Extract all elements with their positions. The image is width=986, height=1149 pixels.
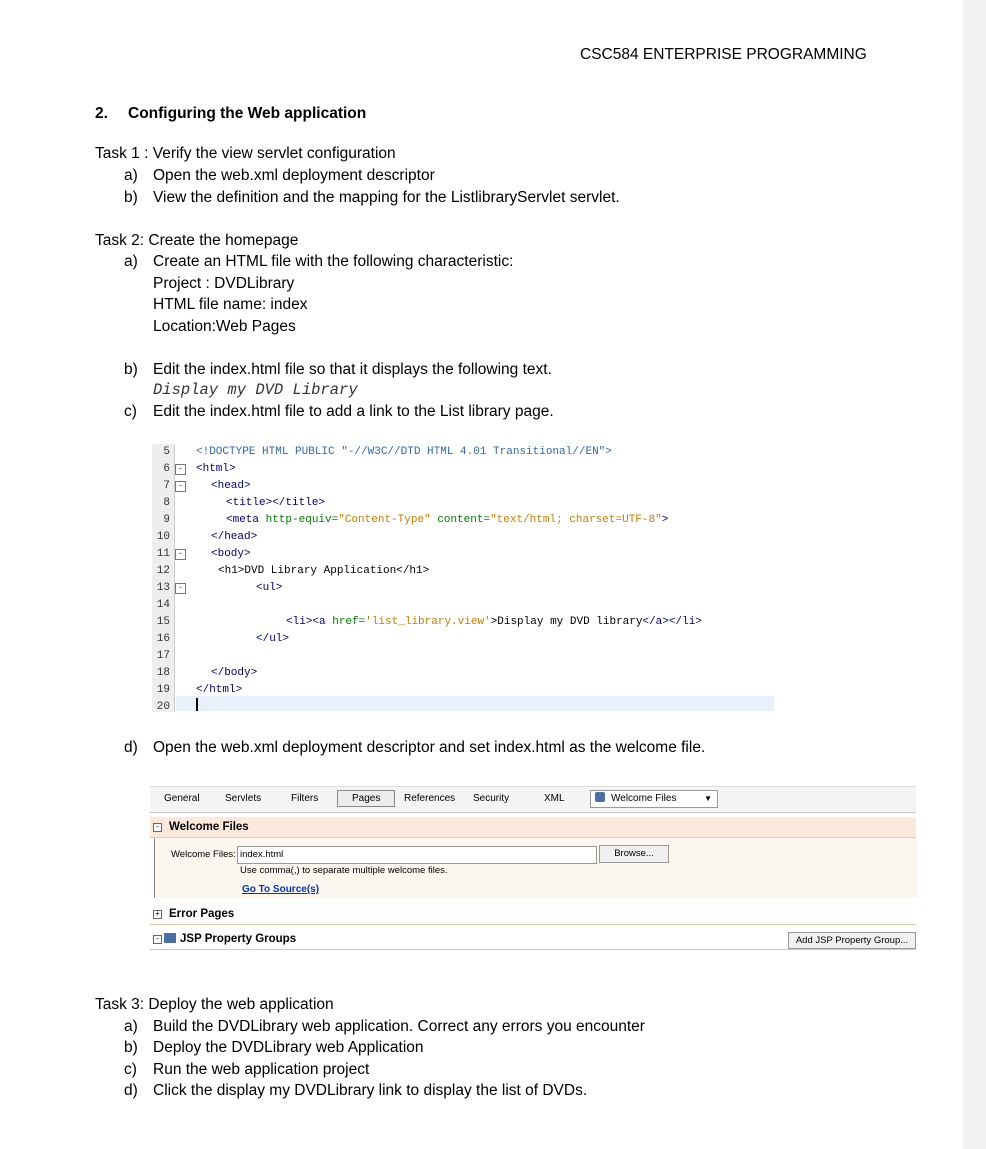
welcome-files-label: Welcome Files: (171, 849, 236, 860)
code-line (152, 614, 774, 631)
code-line (152, 665, 774, 682)
marker: c) (124, 403, 137, 420)
marker: b) (124, 189, 138, 206)
project-line: Project : DVDLibrary (153, 275, 295, 292)
line-number: 11 (156, 548, 170, 560)
task3-d-text: Click the display my DVDLibrary link to display the list of DVDs. (153, 1082, 588, 1099)
task3-c-text: Run the web application project (153, 1061, 370, 1078)
code-text: <title></title> (226, 497, 326, 509)
tab-xml[interactable]: XML (544, 793, 565, 804)
fold-toggle[interactable]: - (175, 481, 186, 492)
jsp-group-icon (164, 933, 176, 943)
welcome-files-body (154, 838, 917, 898)
welcome-files-input[interactable]: index.html (237, 846, 597, 864)
code-text: <h1>DVD Library Application</h1> (218, 565, 430, 577)
task2-item-c (124, 403, 554, 421)
code-line (152, 512, 774, 529)
tab-general[interactable]: General (164, 793, 200, 804)
browse-button[interactable]: Browse... (599, 845, 669, 863)
code-text: </ul> (256, 633, 290, 645)
code-line (152, 580, 774, 597)
task3-item-c (124, 1061, 369, 1079)
line-number: 19 (156, 684, 170, 696)
code-text: </html> (196, 684, 243, 696)
marker: a) (124, 167, 138, 184)
code-text: <ul> (256, 582, 283, 594)
section-title: Configuring the Web application (128, 105, 367, 122)
welcome-files-hint: Use comma(,) to separate multiple welcome files. (240, 865, 448, 876)
line-number: 7 (163, 480, 170, 492)
line-number: 16 (156, 633, 170, 645)
code-line (152, 648, 774, 665)
code-line (152, 529, 774, 546)
section-heading (95, 105, 366, 123)
task2-a-text: Create an HTML file with the following characteristic: (153, 253, 514, 270)
tab-pages[interactable]: Pages (337, 790, 395, 807)
tab-references[interactable]: References (404, 793, 456, 804)
course-header: CSC584 ENTERPRISE PROGRAMMING (580, 46, 867, 63)
task2-item-a (124, 253, 513, 271)
fold-toggle[interactable]: - (175, 549, 186, 560)
collapse-icon[interactable]: - (153, 935, 162, 944)
code-line (152, 478, 774, 495)
expand-icon[interactable]: + (153, 910, 162, 919)
scrollbar[interactable] (963, 0, 986, 1149)
code-text: </body> (211, 667, 258, 679)
code-line (152, 597, 774, 614)
code-line (152, 682, 774, 699)
task1-title: Task 1 : Verify the view servlet configuration (95, 145, 396, 162)
code-line (152, 461, 774, 478)
code-line (152, 495, 774, 512)
filename-line: HTML file name: index (153, 296, 308, 313)
code-line (152, 699, 774, 716)
tab-security[interactable]: Security (473, 793, 510, 804)
welcome-files-header[interactable] (150, 817, 916, 838)
marker: a) (124, 253, 138, 270)
line-number: 12 (156, 565, 170, 577)
code-text: <html> (196, 463, 236, 475)
line-number: 18 (156, 667, 170, 679)
editor-tabs (150, 786, 916, 813)
task3-item-d (124, 1082, 587, 1100)
jsp-groups-title: JSP Property Groups (180, 933, 297, 945)
task3-item-a (124, 1018, 645, 1036)
fold-toggle[interactable]: - (175, 583, 186, 594)
line-number: 9 (163, 514, 170, 526)
collapse-icon[interactable]: - (153, 823, 162, 832)
error-pages-header[interactable] (150, 904, 916, 925)
welcome-files-title: Welcome Files (169, 821, 249, 833)
line-number: 6 (163, 463, 170, 475)
task2-b-text: Edit the index.html file so that it displays the following text. (153, 361, 552, 378)
text-caret (196, 698, 198, 711)
marker: a) (124, 1018, 138, 1035)
section-icon (595, 792, 605, 802)
task2-item-d (124, 739, 705, 757)
task1-a-text: Open the web.xml deployment descriptor (153, 167, 435, 184)
task3-b-text: Deploy the DVDLibrary web Application (153, 1039, 424, 1056)
line-number: 13 (156, 582, 170, 594)
task2-item-b (124, 361, 552, 379)
line-number: 8 (163, 497, 170, 509)
task3-a-text: Build the DVDLibrary web application. Correct any errors you encounter (153, 1018, 645, 1035)
task2-title: Task 2: Create the homepage (95, 232, 299, 249)
line-number: 20 (156, 701, 170, 713)
task3-item-b (124, 1039, 424, 1057)
task1-item-b (124, 189, 620, 207)
task1-item-a (124, 167, 435, 185)
marker: b) (124, 361, 138, 378)
code-line (152, 631, 774, 648)
section-select[interactable] (590, 790, 718, 808)
chevron-down-icon: ▼ (704, 794, 712, 803)
code-text: <meta http-equiv="Content-Type" content="text/html; charset=UTF-8"> (226, 514, 669, 526)
code-text: <li><a href='list_library.view'>Display my DVD library</a></li> (286, 616, 702, 628)
go-to-source-link[interactable]: Go To Source(s) (242, 884, 320, 895)
error-pages-title: Error Pages (169, 908, 235, 920)
tab-filters[interactable]: Filters (291, 793, 319, 804)
code-text: <body> (211, 548, 251, 560)
fold-toggle[interactable]: - (175, 464, 186, 475)
task2-d-text: Open the web.xml deployment descriptor and set index.html as the welcome file. (153, 739, 706, 756)
line-number: 17 (156, 650, 170, 662)
code-text: <!DOCTYPE HTML PUBLIC "-//W3C//DTD HTML 4.01 Transitional//EN"> (196, 446, 612, 458)
task2-c-text: Edit the index.html file to add a link to the List library page. (153, 403, 554, 420)
code-line (152, 546, 774, 563)
code-text: <head> (211, 480, 251, 492)
line-number: 5 (163, 446, 170, 458)
line-number: 14 (156, 599, 170, 611)
marker: d) (124, 1082, 138, 1099)
code-editor (152, 444, 774, 712)
add-jsp-group-button[interactable]: Add JSP Property Group... (788, 932, 916, 949)
section-select-value: Welcome Files (611, 793, 677, 804)
marker: d) (124, 739, 138, 756)
task1-b-text: View the definition and the mapping for the ListlibraryServlet servlet. (153, 189, 620, 206)
display-text-code: Display my DVD Library (153, 381, 358, 399)
section-number: 2. (95, 105, 108, 122)
line-number: 10 (156, 531, 170, 543)
line-number: 15 (156, 616, 170, 628)
code-line (152, 563, 774, 580)
marker: b) (124, 1039, 138, 1056)
code-line (152, 444, 774, 461)
webxml-editor (150, 786, 916, 956)
tab-servlets[interactable]: Servlets (225, 793, 262, 804)
marker: c) (124, 1061, 137, 1078)
task3-title: Task 3: Deploy the web application (95, 996, 334, 1013)
code-text: </head> (211, 531, 258, 543)
location-line: Location:Web Pages (153, 318, 296, 335)
